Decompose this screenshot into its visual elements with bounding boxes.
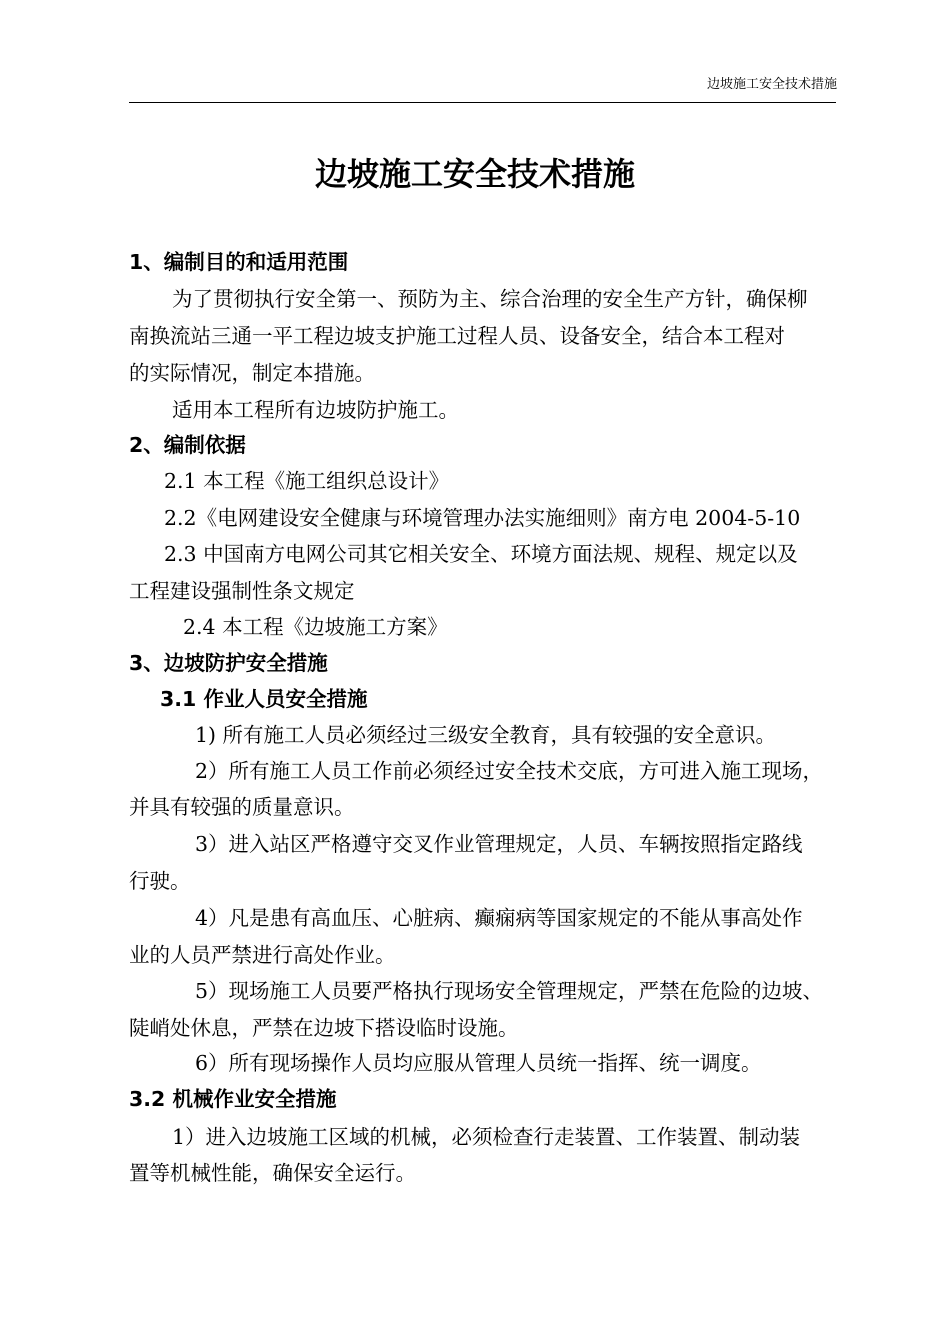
subsection-heading-3-2: 3.2 机械作业安全措施 — [129, 1087, 337, 1111]
list-item-continuation: 置等机械性能，确保安全运行。 — [129, 1161, 416, 1185]
list-item-continuation: 并具有较强的质量意识。 — [129, 795, 355, 819]
list-item-continuation: 业的人员严禁进行高处作业。 — [129, 943, 396, 967]
section-heading-3: 3、边坡防护安全措施 — [129, 651, 328, 675]
list-item: 2.3 中国南方电网公司其它相关安全、环境方面法规、规程、规定以及 — [164, 542, 798, 566]
list-item: 1）进入边坡施工区域的机械，必须检查行走装置、工作装置、制动装 — [172, 1125, 801, 1149]
paragraph-line: 为了贯彻执行安全第一、预防为主、综合治理的安全生产方针，确保柳 — [172, 287, 808, 311]
section-heading-2: 2、编制依据 — [129, 433, 246, 457]
list-item: 6）所有现场操作人员均应服从管理人员统一指挥、统一调度。 — [195, 1051, 762, 1075]
list-item-continuation: 陡峭处休息，严禁在边坡下搭设临时设施。 — [129, 1016, 519, 1040]
list-item: 1) 所有施工人员必须经过三级安全教育，具有较强的安全意识。 — [195, 723, 777, 747]
document-title: 边坡施工安全技术措施 — [314, 155, 635, 193]
paragraph-line: 的实际情况，制定本措施。 — [129, 361, 375, 385]
subsection-heading-3-1: 3.1 作业人员安全措施 — [160, 687, 368, 711]
list-item-continuation: 行驶。 — [129, 869, 191, 893]
header-rule — [129, 102, 836, 103]
paragraph-line: 适用本工程所有边坡防护施工。 — [172, 398, 459, 422]
list-item: 4）凡是患有高血压、心脏病、癫痫病等国家规定的不能从事高处作 — [195, 906, 803, 930]
running-header: 边坡施工安全技术措施 — [706, 77, 837, 92]
list-item: 2.2《电网建设安全健康与环境管理办法实施细则》南方电 2004-5-10 — [164, 506, 801, 530]
list-item: 3）进入站区严格遵守交叉作业管理规定，人员、车辆按照指定路线 — [195, 832, 803, 856]
list-item: 5）现场施工人员要严格执行现场安全管理规定，严禁在危险的边坡、 — [195, 979, 824, 1003]
list-item: 2）所有施工人员工作前必须经过安全技术交底，方可进入施工现场， — [195, 759, 824, 783]
list-item: 2.1 本工程《施工组织总设计》 — [164, 469, 450, 493]
section-heading-1: 1、编制目的和适用范围 — [129, 250, 349, 274]
list-item-continuation: 工程建设强制性条文规定 — [129, 579, 355, 603]
paragraph-line: 南换流站三通一平工程边坡支护施工过程人员、设备安全，结合本工程对 — [129, 324, 785, 348]
list-item: 2.4 本工程《边坡施工方案》 — [183, 615, 448, 639]
